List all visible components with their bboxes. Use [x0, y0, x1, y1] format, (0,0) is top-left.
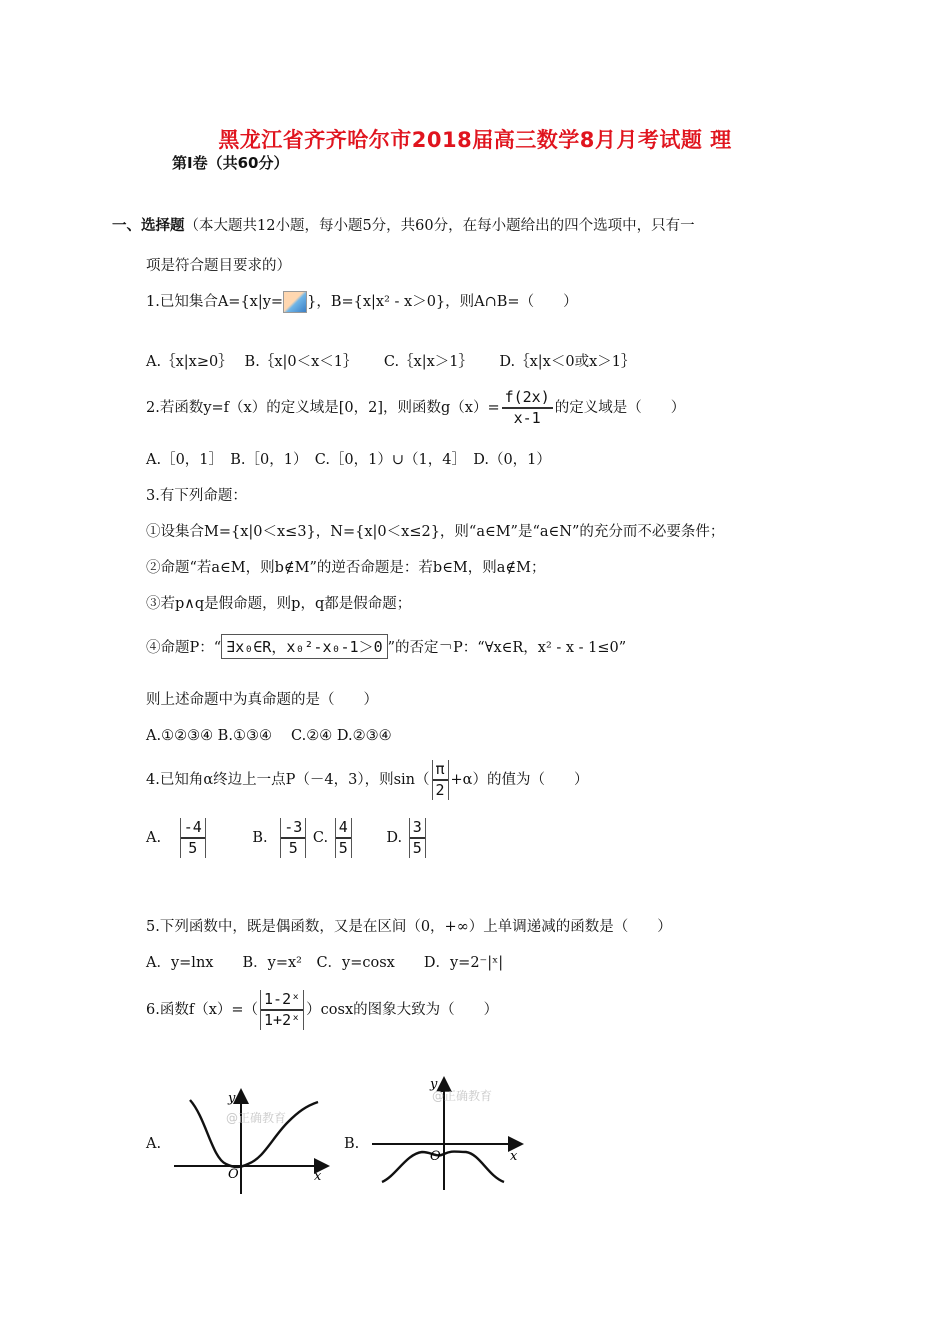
question-6	[146, 990, 498, 1030]
q4-a-denominator: 5	[188, 839, 198, 857]
section-header	[112, 214, 695, 235]
q4-b-numerator: -3	[281, 818, 305, 839]
q4-option-a-fraction	[180, 818, 206, 858]
question-1	[146, 290, 578, 313]
q5-options: A．y=lnx B．y=x² C．y=cosx D．y=2⁻|ˣ|	[146, 955, 504, 971]
graph-option-b	[368, 1072, 538, 1197]
q1-options: A.｛x|x≥0｝ B.｛x|0＜x＜1｝ C.｛x|x＞1｝ D.｛x|x＜0或x＞1｝	[146, 354, 636, 370]
q4-c-numerator: 4	[336, 818, 351, 839]
q4-a-numerator: -4	[181, 818, 205, 839]
q2-stem-pre: 2.若函数y=f（x）的定义域是[0，2]，则函数g（x）=	[146, 400, 500, 416]
section-desc-1: （本大题共12小题，每小题5分，共60分，在每小题给出的四个选项中，只有一	[184, 218, 695, 234]
question-2	[146, 388, 685, 428]
q6-fraction	[260, 990, 304, 1030]
q4-option-b-fraction	[280, 818, 306, 858]
q1-stem-post: }，B={x|x² - x＞0}，则A∩B=（ ）	[307, 294, 578, 310]
q3-options: A.①②③④ B.①③④ C.②④ D.②③④	[146, 728, 392, 744]
q4-fraction	[432, 760, 449, 800]
q3-proposition-3: ③若p∧q是假命题，则p，q都是假命题；	[146, 596, 412, 612]
q2-fraction	[502, 388, 553, 428]
q3-p4-formula: ∃x₀∈R，x₀²-x₀-1＞0	[221, 634, 387, 659]
q3-p4-pre: ④命题P：“	[146, 640, 222, 656]
graph-a-watermark: @正确教育	[226, 1111, 287, 1125]
q1-stem-pre: 1.已知集合A={x|y=	[146, 294, 284, 310]
q2-options: A.［0，1］ B.［0，1） C.［0，1）∪（1，4］ D.（0，1）	[146, 452, 551, 468]
q6-stem-post: ）cosx的图象大致为（ ）	[306, 1002, 499, 1018]
q4-option-d-label: D.	[386, 830, 403, 846]
broken-image-icon	[283, 291, 307, 313]
q3-stem: 3.有下列命题：	[146, 488, 247, 504]
graph-b-x-label: x	[510, 1149, 518, 1164]
graph-a-origin: O	[228, 1167, 239, 1182]
q6-option-a-label: A.	[146, 1136, 162, 1152]
q4-stem-pre: 4.已知角α终边上一点P（－4，3），则sin（	[146, 772, 430, 788]
q2-stem-post: 的定义域是（ ）	[554, 400, 686, 416]
graph-b-y-label: y	[430, 1077, 438, 1092]
q4-option-c-label: C.	[312, 830, 329, 846]
q2-denominator: x-1	[513, 409, 541, 427]
q4-stem-post: +α）的值为（ ）	[450, 772, 589, 788]
q5-stem: 5.下列函数中，既是偶函数，又是在区间（0，+∞）上单调递减的函数是（ ）	[146, 919, 672, 935]
section-heading: 一、选择题	[112, 218, 185, 234]
q2-numerator: f(2x)	[502, 388, 553, 409]
graph-b-origin: O	[430, 1149, 441, 1164]
q3-proposition-1: ①设集合M={x|0＜x≤3}，N={x|0＜x≤2}，则“a∈M”是“a∈N”的充分而不必要条件；	[146, 524, 725, 540]
q3-p4-post: ”的否定￢P：“∀x∈R，x² - x - 1≤0”	[387, 640, 627, 656]
q4-option-c-fraction	[335, 818, 352, 858]
q4-option-d-fraction	[409, 818, 426, 858]
q4-b-denominator: 5	[288, 839, 298, 857]
q3-proposition-4	[146, 634, 626, 659]
graph-b-watermark: @正确教育	[432, 1089, 493, 1103]
section-desc-2: 项是符合题目要求的）	[146, 258, 291, 274]
q4-numerator: π	[433, 760, 448, 781]
q4-d-denominator: 5	[412, 839, 422, 857]
graph-option-a	[168, 1078, 338, 1198]
q4-option-a-label: A.	[146, 830, 162, 846]
q6-denominator: 1+2ˣ	[264, 1011, 301, 1029]
q6-stem-pre: 6.函数f（x）=（	[146, 1002, 259, 1018]
graph-a-y-label: y	[228, 1091, 236, 1106]
volume-heading: 第Ⅰ卷（共60分）	[172, 154, 289, 172]
q3-ask: 则上述命题中为真命题的是（ ）	[146, 692, 378, 708]
q4-option-b-label: B.	[252, 830, 268, 846]
q6-option-b-label: B.	[344, 1136, 360, 1152]
q4-d-numerator: 3	[410, 818, 425, 839]
graph-a-x-label: x	[314, 1169, 322, 1184]
q6-numerator: 1-2ˣ	[261, 990, 303, 1011]
q3-proposition-2: ②命题“若a∈M，则b∉M”的逆否命题是：若b∈M，则a∉M；	[146, 560, 546, 576]
q4-denominator: 2	[435, 781, 445, 799]
q4-c-denominator: 5	[338, 839, 348, 857]
q4-options	[146, 818, 428, 858]
question-4	[146, 760, 588, 800]
page-title: 黑龙江省齐齐哈尔市2018届高三数学8月月考试题 理	[218, 128, 732, 152]
